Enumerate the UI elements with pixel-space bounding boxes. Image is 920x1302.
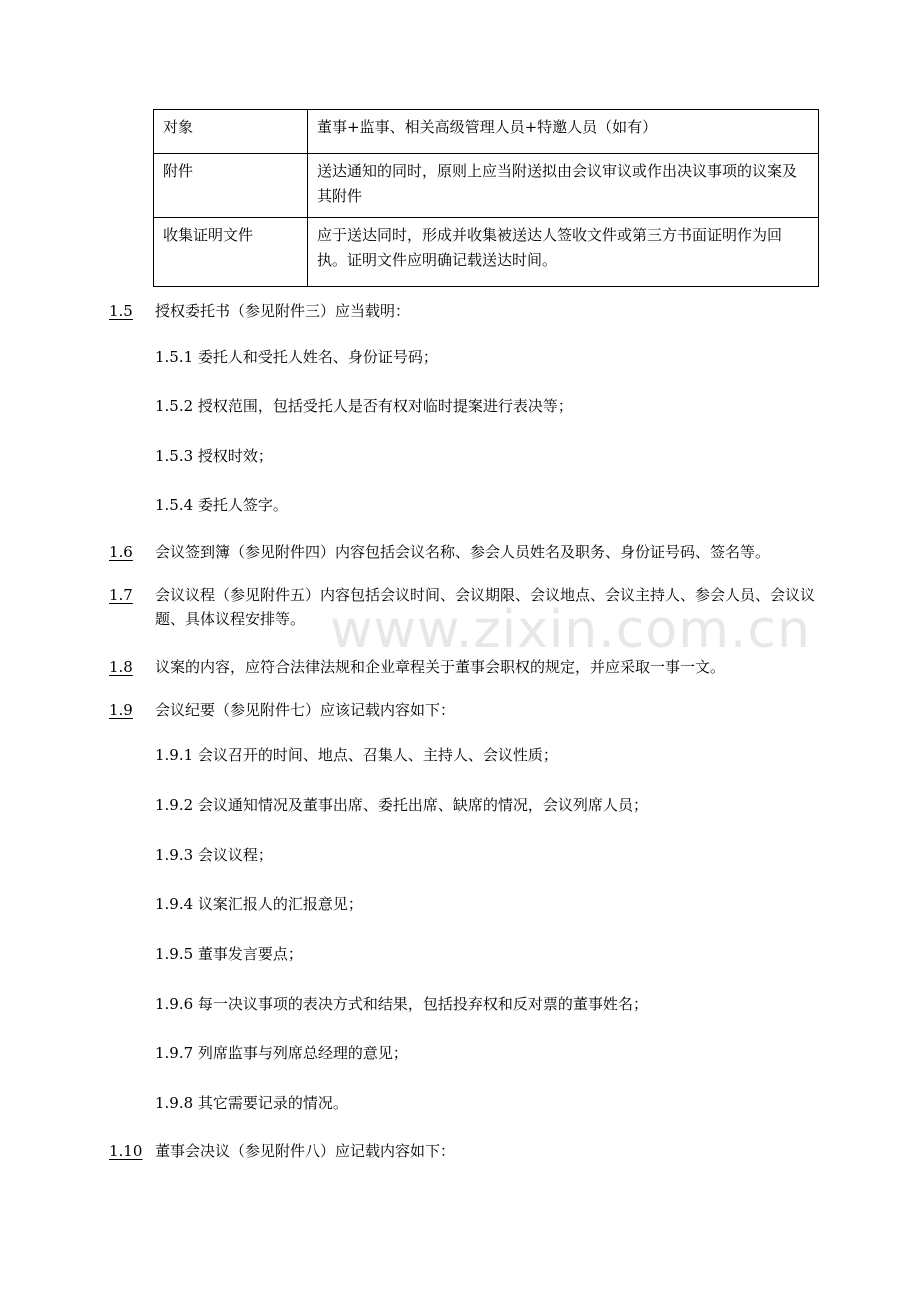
table-row [154, 154, 819, 218]
watermark: www.zixin.com.cn [330, 600, 811, 660]
section-number-1-10: 1.10 [109, 1142, 143, 1160]
section-text-1-7: 会议议程（参见附件五）内容包括会议时间、会议期限、会议地点、会议主持人、参会人员、会议议题、具体议程安排等。 [155, 586, 816, 628]
table-key-cell: 对象 [154, 110, 308, 154]
section-number-1-9: 1.9 [109, 701, 133, 719]
notice-table [153, 109, 819, 287]
list-item: 1.5.1 委托人和受托人姓名、身份证号码； [155, 348, 438, 366]
list-item: 1.9.8 其它需要记录的情况。 [155, 1094, 348, 1112]
list-item: 1.9.5 董事发言要点； [155, 945, 303, 963]
list-item: 1.9.6 每一决议事项的表决方式和结果，包括投弃权和反对票的董事姓名； [155, 995, 648, 1013]
list-item: 1.9.2 会议通知情况及董事出席、委托出席、缺席的情况，会议列席人员； [155, 796, 648, 814]
table-key-cell: 附件 [154, 154, 308, 218]
section-text-1-5: 授权委托书（参见附件三）应当载明： [155, 302, 411, 320]
list-item: 1.9.7 列席监事与列席总经理的意见； [155, 1044, 408, 1062]
section-number-1-7: 1.7 [109, 586, 133, 604]
table-value-cell: 送达通知的同时，原则上应当附送拟由会议审议或作出决议事项的议案及其附件 [308, 154, 819, 218]
table-value-cell: 应于送达同时，形成并收集被送达人签收文件或第三方书面证明作为回执。证明文件应明确记载送达时间。 [308, 218, 819, 287]
section-number-1-5: 1.5 [109, 302, 133, 320]
section-number-1-8: 1.8 [109, 658, 133, 676]
table-key-cell: 收集证明文件 [154, 218, 308, 287]
table-row [154, 218, 819, 287]
list-item: 1.9.3 会议议程； [155, 846, 273, 864]
list-item: 1.9.4 议案汇报人的汇报意见； [155, 895, 363, 913]
list-item: 1.5.2 授权范围，包括受托人是否有权对临时提案进行表决等； [155, 397, 573, 415]
list-item: 1.5.3 授权时效； [155, 447, 273, 465]
section-text-1-9: 会议纪要（参见附件七）应该记载内容如下： [155, 701, 456, 719]
section-number-1-6: 1.6 [109, 543, 133, 561]
section-text-1-8: 议案的内容，应符合法律法规和企业章程关于董事会职权的规定，并应采取一事一文。 [155, 658, 726, 676]
list-item: 1.5.4 委托人签字。 [155, 496, 288, 514]
section-text-1-6: 会议签到簿（参见附件四）内容包括会议名称、参会人员姓名及职务、身份证号码、签名等。 [155, 543, 771, 561]
list-item: 1.9.1 会议召开的时间、地点、召集人、主持人、会议性质； [155, 746, 558, 764]
table-value-cell: 董事+监事、相关高级管理人员+特邀人员（如有） [308, 110, 819, 154]
section-text-1-10: 董事会决议（参见附件八）应记载内容如下： [155, 1142, 456, 1160]
table-row [154, 110, 819, 154]
